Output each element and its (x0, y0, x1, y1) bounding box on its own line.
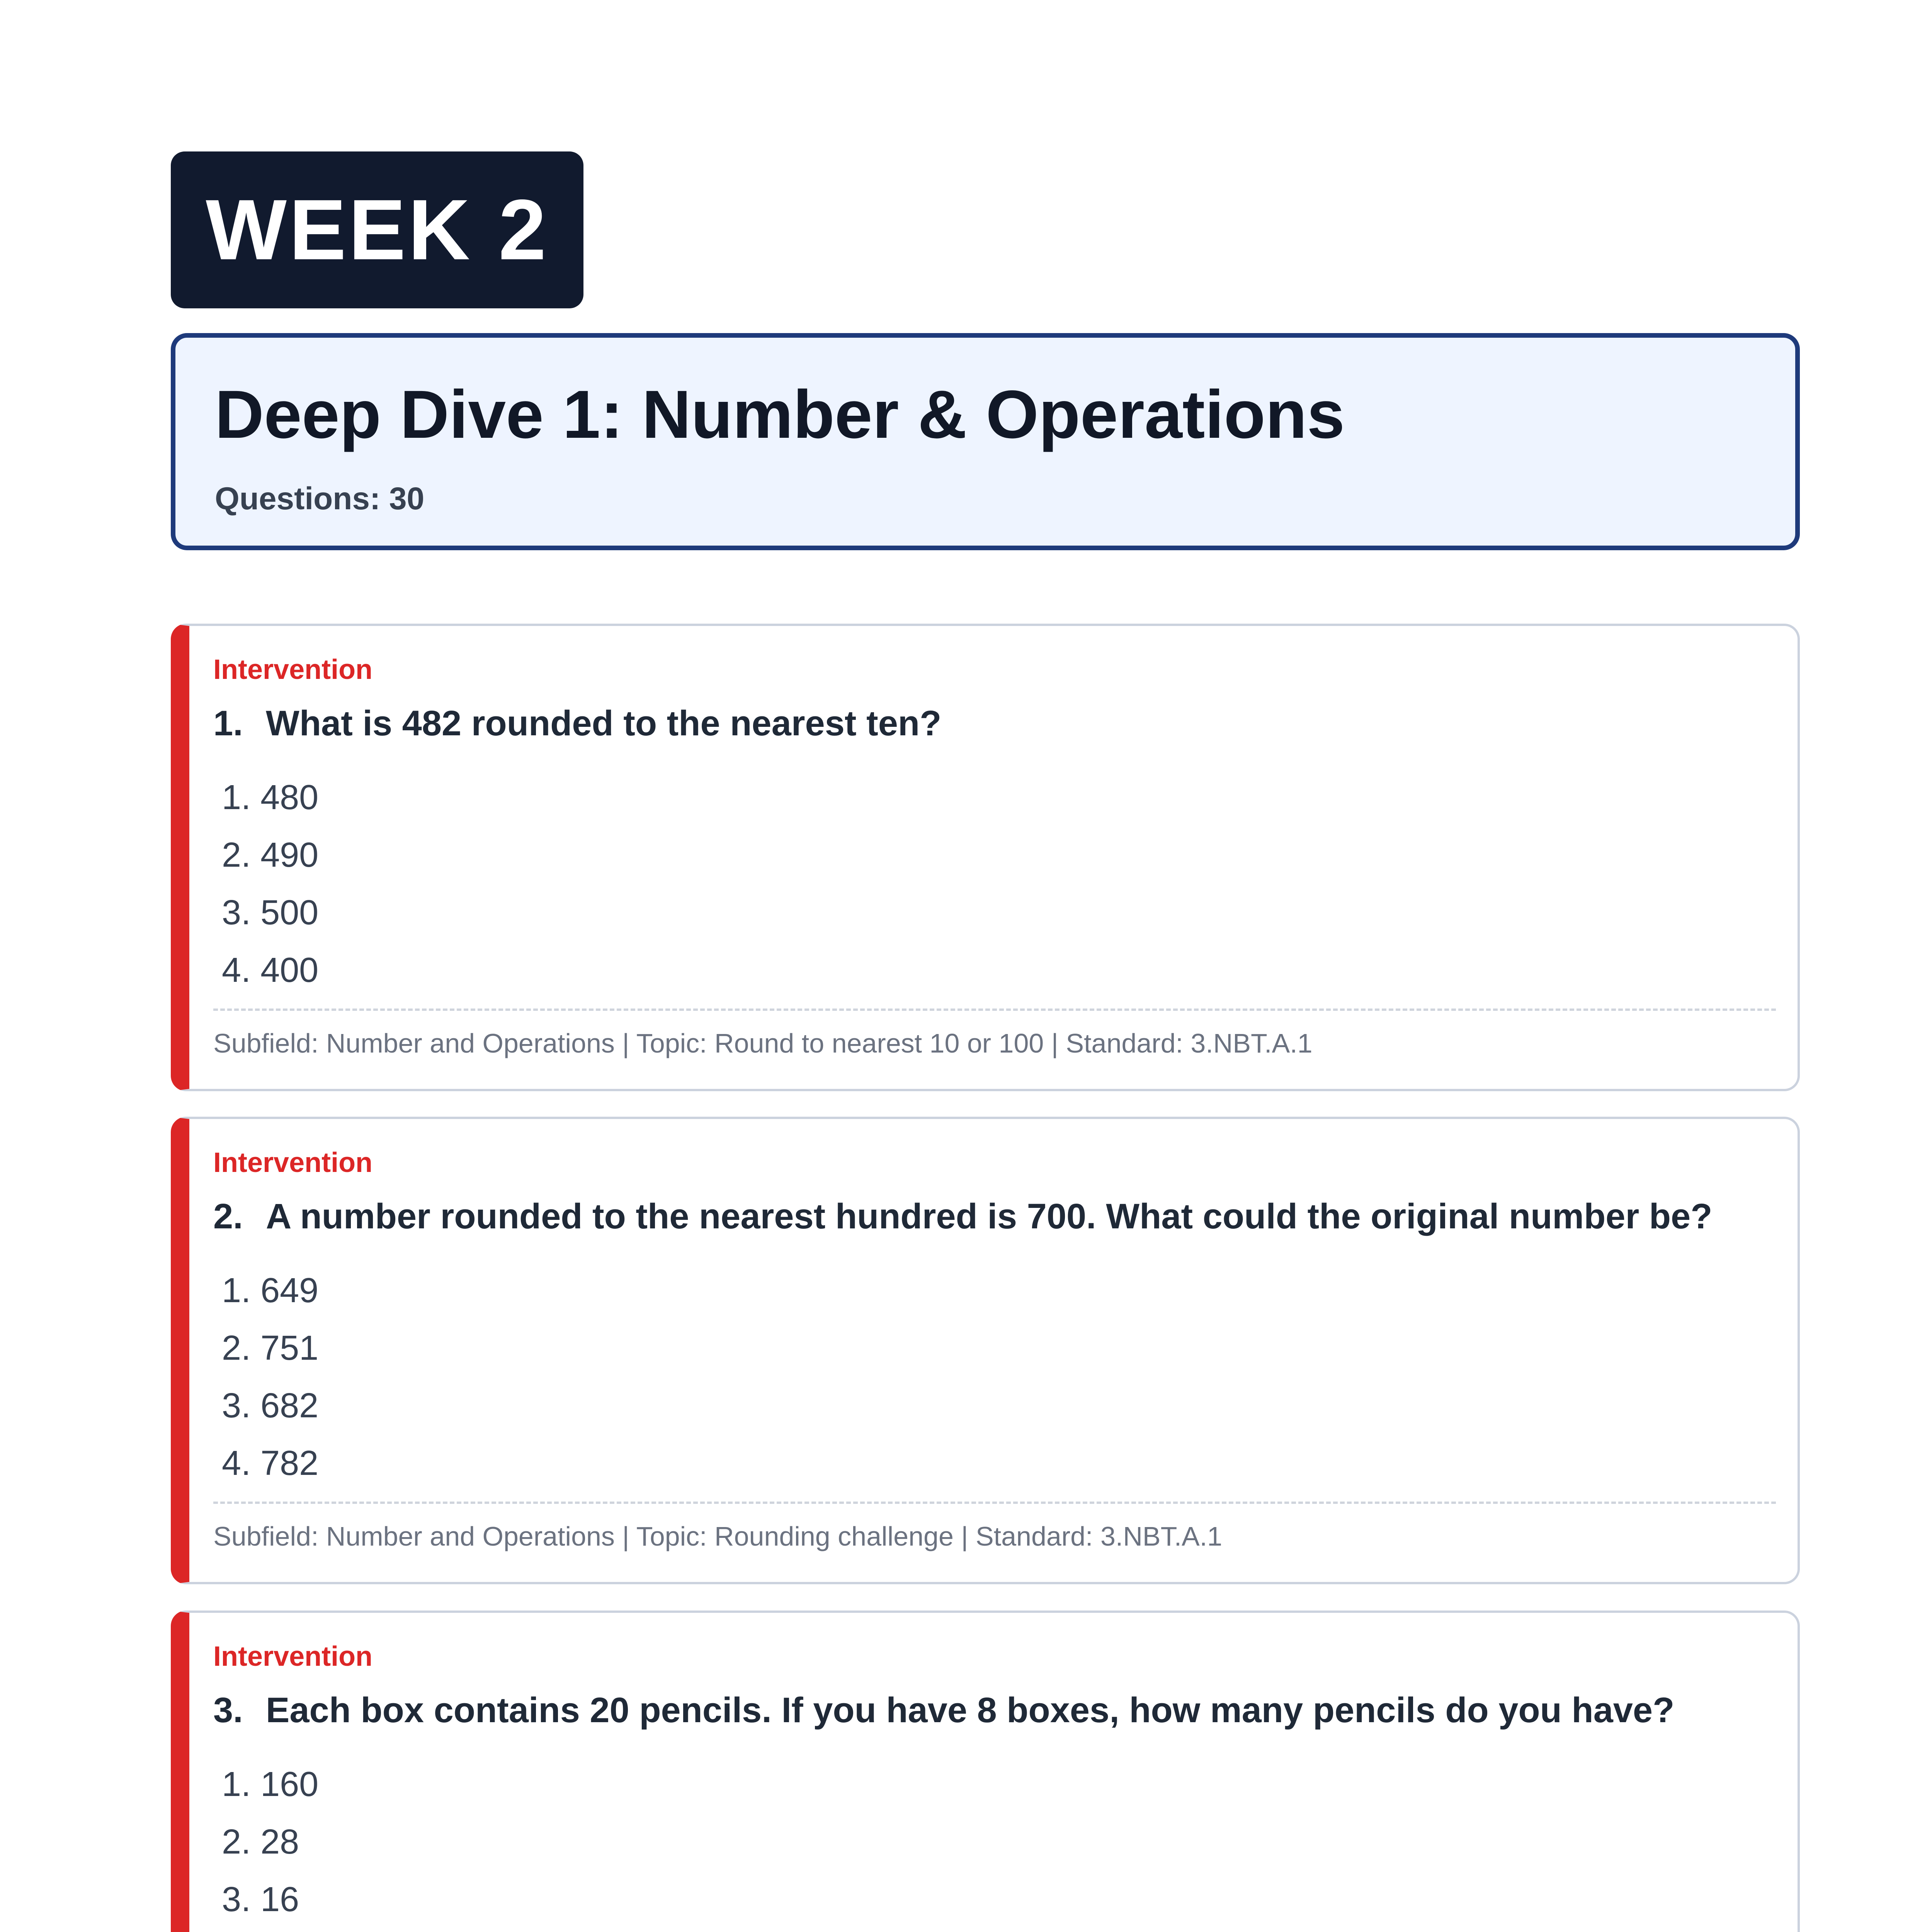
question-text (213, 1690, 1674, 1731)
level-label: Intervention (213, 654, 373, 685)
divider (213, 1009, 1776, 1011)
question-number: 2. (213, 1197, 243, 1236)
question-prompt: What is 482 rounded to the nearest ten? (266, 704, 942, 743)
answer-option[interactable] (222, 1929, 318, 1932)
answer-option[interactable]: 1. 160 (222, 1765, 319, 1804)
answer-option[interactable]: 2. 28 (222, 1823, 299, 1861)
question-prompt: A number rounded to the nearest hundred is 700. What could the original number be? (266, 1197, 1713, 1236)
question-card-2 (171, 1117, 1800, 1584)
question-card-1 (171, 624, 1800, 1091)
answer-option[interactable]: 1. 480 (222, 778, 319, 817)
question-text (213, 703, 941, 744)
answer-option[interactable]: 1. 649 (222, 1271, 319, 1310)
answer-option[interactable]: 3. 500 (222, 893, 319, 932)
question-count: Questions: 30 (215, 481, 425, 516)
answer-option[interactable]: 3. 16 (222, 1880, 299, 1919)
answer-options (222, 1756, 318, 1932)
question-prompt: Each box contains 20 pencils. If you have 8 boxes, how many pencils do you have? (266, 1690, 1675, 1730)
question-text (213, 1196, 1712, 1237)
divider (213, 1502, 1776, 1504)
question-number: 1. (213, 704, 243, 743)
level-label: Intervention (213, 1147, 373, 1178)
answer-option[interactable]: 4. 400 (222, 951, 319, 990)
level-label: Intervention (213, 1641, 373, 1672)
section-title: Deep Dive 1: Number & Operations (215, 377, 1345, 452)
week-badge: WEEK 2 (171, 151, 583, 308)
answer-option[interactable]: 2. 490 (222, 836, 319, 874)
answer-option[interactable]: 4. 782 (222, 1444, 319, 1483)
question-card-3 (171, 1611, 1800, 1932)
answer-option[interactable]: 2. 751 (222, 1329, 319, 1367)
answer-option[interactable]: 3. 682 (222, 1386, 319, 1425)
section-header (171, 333, 1800, 550)
answer-options (222, 769, 318, 999)
question-number: 3. (213, 1690, 243, 1730)
answer-options (222, 1262, 318, 1492)
question-metadata: Subfield: Number and Operations | Topic: Rounding challenge | Standard: 3.NBT.A.1 (213, 1521, 1223, 1551)
question-metadata: Subfield: Number and Operations | Topic: Round to nearest 10 or 100 | Standard: 3.NBT.A.1 (213, 1028, 1313, 1058)
